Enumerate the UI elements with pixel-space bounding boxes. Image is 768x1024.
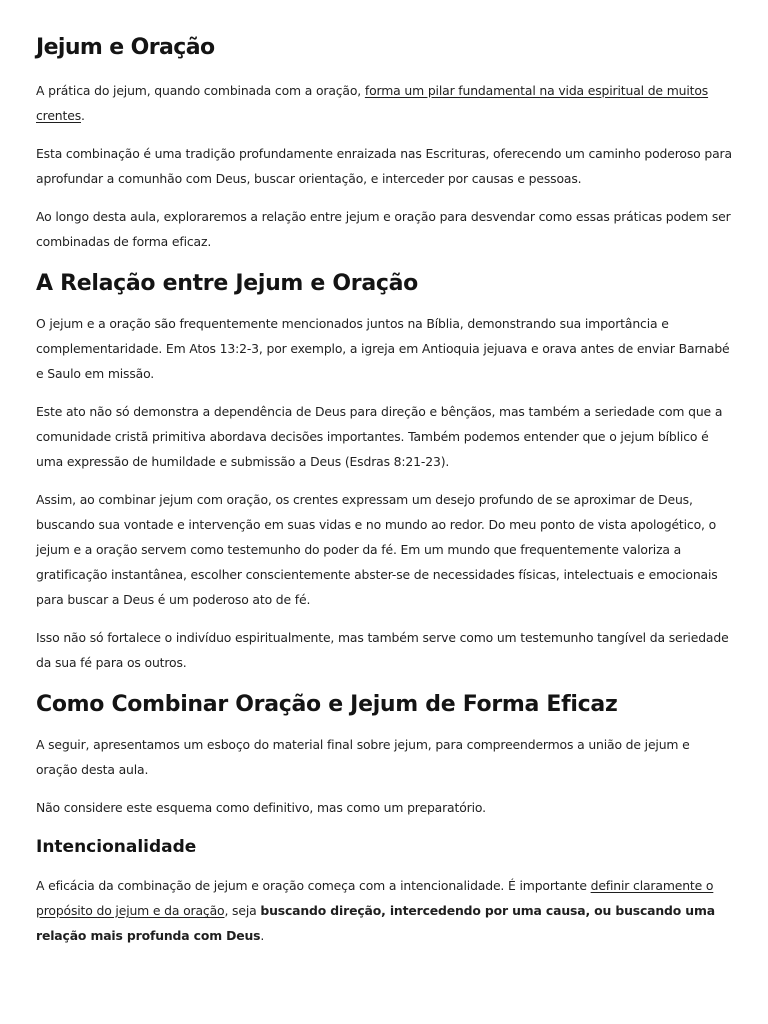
- intent-bold-text: buscando direção, intercedendo por uma causa, ou buscando uma relação mais profunda com Deus: [36, 903, 715, 943]
- intro-paragraph-2: Esta combinação é uma tradição profundamente enraizada nas Escrituras, oferecendo um caminho poderoso para aprofundar a comunhão com Deus, buscar orientação, e interceder por causas e pessoas.: [36, 146, 732, 186]
- section-heading-relation: A Relação entre Jejum e Oração: [36, 271, 418, 296]
- intent-text-middle: , seja: [224, 903, 261, 918]
- intent-text-end: .: [260, 928, 265, 943]
- intent-text-start: A eficácia da combinação de jejum e oração começa com a intencionalidade. É importante: [36, 878, 591, 893]
- combine-paragraph-1: A seguir, apresentamos um esboço do material final sobre jejum, para compreendermos a união de jejum e oração desta aula.: [36, 737, 690, 777]
- intro-paragraph-1: [36, 78, 734, 128]
- section-heading-combine: Como Combinar Oração e Jejum de Forma Eficaz: [36, 692, 618, 717]
- intro-text-start: A prática do jejum, quando combinada com a oração,: [36, 83, 365, 98]
- pillar-link[interactable]: forma um pilar fundamental na vida espiritual de muitos crentes: [36, 83, 709, 123]
- relation-paragraph-2: Este ato não só demonstra a dependência de Deus para direção e bênçãos, mas também a seriedade com que a comunidade cristã primitiva abordava decisões importantes. Também podemos entender que o jejum bíblico é uma expressão de humildade e submissão a Deus (Esdras 8:21-23).: [36, 404, 723, 469]
- relation-paragraph-1: O jejum e a oração são frequentemente mencionados juntos na Bíblia, demonstrando sua importância e complementaridade. Em Atos 13:2-3, por exemplo, a igreja em Antioquia jejuava e orava antes de enviar Barnabé e Saulo em missão.: [36, 316, 730, 381]
- combine-paragraph-2: Não considere este esquema como definitivo, mas como um preparatório.: [36, 800, 486, 815]
- intro-text-end: .: [81, 108, 85, 123]
- intent-paragraph-1: [36, 873, 734, 948]
- relation-paragraph-4: Isso não só fortalece o indivíduo espiritualmente, mas também serve como um testemunho tangível da seriedade da sua fé para os outros.: [36, 630, 729, 670]
- relation-paragraph-3: Assim, ao combinar jejum com oração, os crentes expressam um desejo profundo de se aproximar de Deus, buscando sua vontade e intervenção em suas vidas e no mundo ao redor. Do meu ponto de vista apologético, o jejum e a oração servem como testemunho do poder da fé. Em um mundo que frequentemente valoriza a gratificação instantânea, escolher conscientemente abster-se de necessidades físicas, intelectuais e emocionais para buscar a Deus é um poderoso ato de fé.: [36, 492, 718, 607]
- intro-paragraph-3: Ao longo desta aula, exploraremos a relação entre jejum e oração para desvendar como essas práticas podem ser combinadas de forma eficaz.: [36, 209, 731, 249]
- subsection-heading-intent: Intencionalidade: [36, 837, 197, 857]
- purpose-link[interactable]: definir claramente o propósito do jejum e da oração: [36, 878, 714, 918]
- page-title: Jejum e Oração: [36, 35, 215, 60]
